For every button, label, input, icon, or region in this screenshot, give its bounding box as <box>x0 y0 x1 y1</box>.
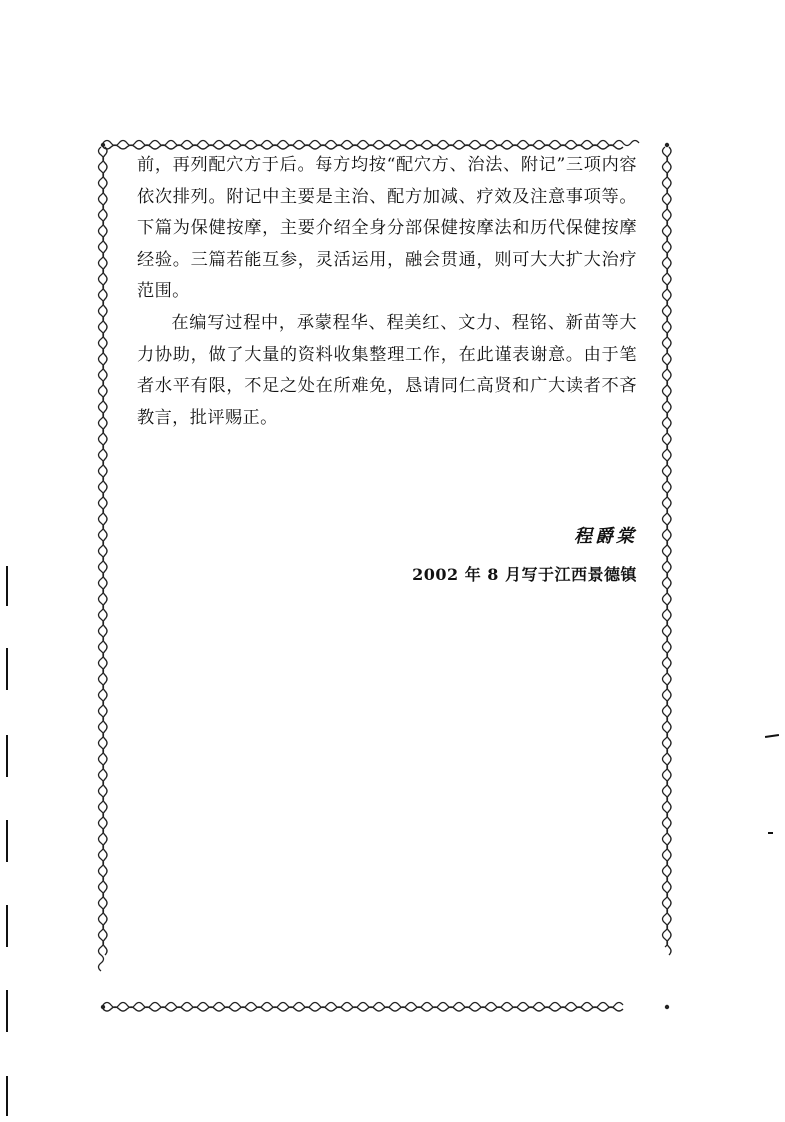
paragraph: 在编写过程中，承蒙程华、程美红、文力、程铭、新苗等大力协助，做了大量的资料收集整理工作，在此谨表谢意。由于笔者水平有限，不足之处在所难免，恳请同仁高贤和广大读者不吝教言，批评赐正。 <box>137 312 637 428</box>
corner-ornament <box>101 1005 105 1009</box>
paragraph: 前，再列配穴方于后。每方均按“配穴方、治法、附记”三项内容依次排列。附记中主要是主治、配方加减、疗效及注意事项等。下篇为保健按摩，主要介绍全身分部保健按摩法和历代保健按摩经验。三篇若能互参，灵活运用，融会贯通，则可大大扩大治疗范围。 <box>137 155 637 302</box>
border-bottom <box>103 1003 623 1008</box>
scan-artifact-mark <box>6 990 8 1032</box>
corner-ornament <box>665 1005 669 1009</box>
scan-artifact-mark <box>6 820 8 862</box>
border-right <box>663 147 668 947</box>
date-place-line: 2002 年 8 月写于江西景德镇 <box>412 565 637 584</box>
corner-ornament <box>665 143 669 147</box>
scan-artifact-mark <box>6 905 8 947</box>
corner-ornament <box>101 143 105 147</box>
scan-artifact-mark <box>6 566 8 606</box>
scan-artifact-mark <box>6 648 8 690</box>
scan-artifact-mark <box>768 832 773 834</box>
body-text <box>137 150 637 434</box>
scan-artifact-mark <box>6 1076 8 1116</box>
author-signature: 程爵棠 <box>574 526 637 547</box>
scan-artifact-mark <box>6 735 8 777</box>
